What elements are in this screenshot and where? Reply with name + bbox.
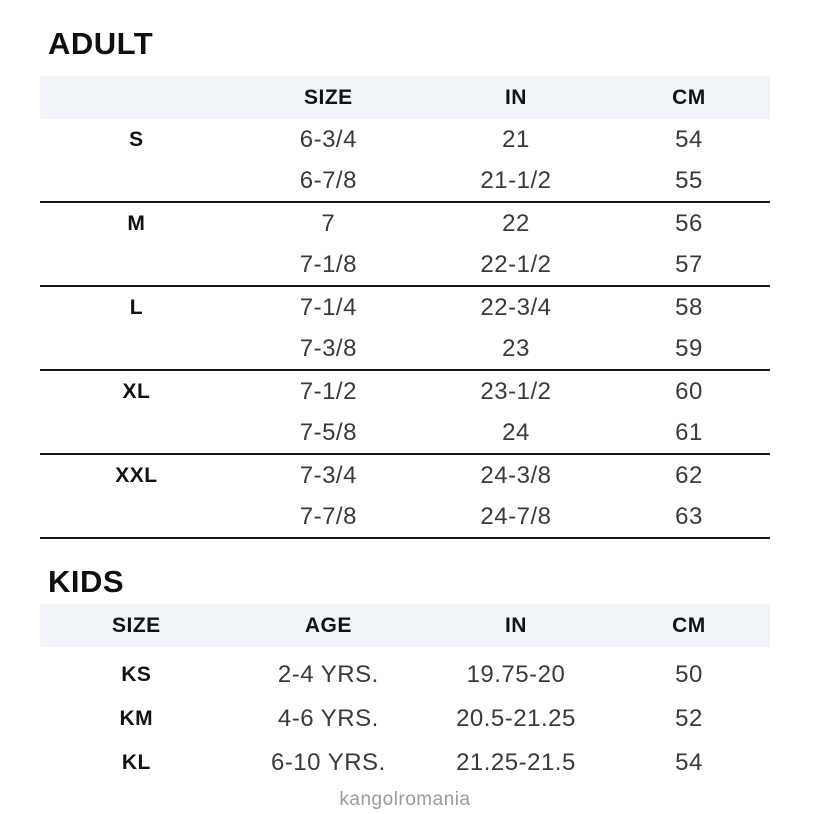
adult-column-header-size: SIZE	[304, 85, 353, 109]
table-row	[40, 371, 770, 412]
cell-size: 7-3/8	[299, 334, 357, 362]
cell-cm: 56	[675, 209, 703, 237]
table-row	[40, 653, 770, 697]
cell-cm: 55	[675, 166, 703, 194]
table-row	[40, 287, 770, 328]
table-row	[40, 697, 770, 741]
cell-cm: 60	[675, 377, 703, 405]
cell-in: 20.5-21.25	[456, 705, 576, 732]
cell-size: 7-1/8	[299, 250, 357, 278]
cell-size: 7-1/2	[299, 377, 357, 405]
cell-in: 22-1/2	[480, 250, 552, 278]
table-row	[40, 496, 770, 537]
cell-in: 22-3/4	[480, 293, 552, 321]
cell-in: 24-3/8	[480, 461, 552, 489]
adult-table-body	[40, 119, 770, 539]
table-row	[40, 455, 770, 496]
cell-cm: 50	[675, 661, 703, 688]
table-row	[40, 328, 770, 369]
size-group-label: S	[129, 127, 144, 151]
cell-in: 24-7/8	[480, 502, 552, 530]
cell-age: 4-6 YRS.	[277, 705, 379, 732]
size-group-xl	[40, 371, 770, 455]
kids-size-label: KL	[121, 751, 151, 774]
kids-size-label: KS	[121, 663, 152, 686]
cell-in: 21.25-21.5	[456, 749, 576, 776]
cell-cm: 54	[675, 749, 703, 776]
cell-size: 7-7/8	[299, 502, 357, 530]
cell-cm: 59	[675, 334, 703, 362]
kids-column-header-size: SIZE	[112, 613, 161, 637]
cell-in: 19.75-20	[466, 661, 566, 688]
cell-cm: 52	[675, 705, 703, 732]
size-group-m	[40, 203, 770, 287]
size-group-s	[40, 119, 770, 203]
cell-size: 7-1/4	[299, 293, 357, 321]
cell-size: 7-3/4	[299, 461, 357, 489]
size-group-label: M	[127, 211, 146, 235]
cell-cm: 63	[675, 502, 703, 530]
cell-size: 7	[321, 209, 336, 237]
adult-column-header-in: IN	[504, 85, 527, 109]
cell-cm: 58	[675, 293, 703, 321]
size-group-l	[40, 287, 770, 371]
cell-size: 6-7/8	[299, 166, 357, 194]
cell-in: 23-1/2	[480, 377, 552, 405]
kids-section-title: KIDS	[48, 564, 125, 599]
cell-cm: 61	[675, 418, 703, 446]
table-row	[40, 412, 770, 453]
table-row	[40, 203, 770, 244]
kids-table-body	[40, 647, 770, 785]
cell-in: 21	[502, 125, 530, 153]
kids-size-label: KM	[119, 707, 154, 730]
cell-in: 23	[502, 334, 530, 362]
size-group-label: L	[129, 295, 144, 319]
size-group-xxl	[40, 455, 770, 539]
kids-table-header-row	[40, 604, 770, 647]
size-group-label: XXL	[115, 463, 158, 487]
cell-in: 24	[502, 418, 530, 446]
cell-in: 22	[502, 209, 530, 237]
table-row	[40, 741, 770, 785]
cell-in: 21-1/2	[480, 166, 552, 194]
table-row	[40, 160, 770, 201]
cell-size: 6-3/4	[299, 125, 357, 153]
adult-column-header-cm: CM	[672, 85, 706, 109]
size-group-label: XL	[122, 379, 151, 403]
kids-column-header-in: IN	[504, 613, 527, 637]
cell-size: 7-5/8	[299, 418, 357, 446]
cell-cm: 62	[675, 461, 703, 489]
adult-section	[40, 25, 770, 539]
cell-cm: 57	[675, 250, 703, 278]
adult-section-title: ADULT	[48, 26, 154, 61]
kids-column-header-cm: CM	[672, 613, 706, 637]
adult-table-header-row	[40, 76, 770, 119]
cell-age: 2-4 YRS.	[277, 661, 379, 688]
table-row	[40, 119, 770, 160]
cell-cm: 54	[675, 125, 703, 153]
kids-column-header-age: AGE	[304, 613, 352, 637]
watermark-text: kangolromania	[339, 789, 471, 810]
cell-age: 6-10 YRS.	[270, 749, 386, 776]
kids-section	[40, 563, 770, 785]
table-row	[40, 244, 770, 285]
